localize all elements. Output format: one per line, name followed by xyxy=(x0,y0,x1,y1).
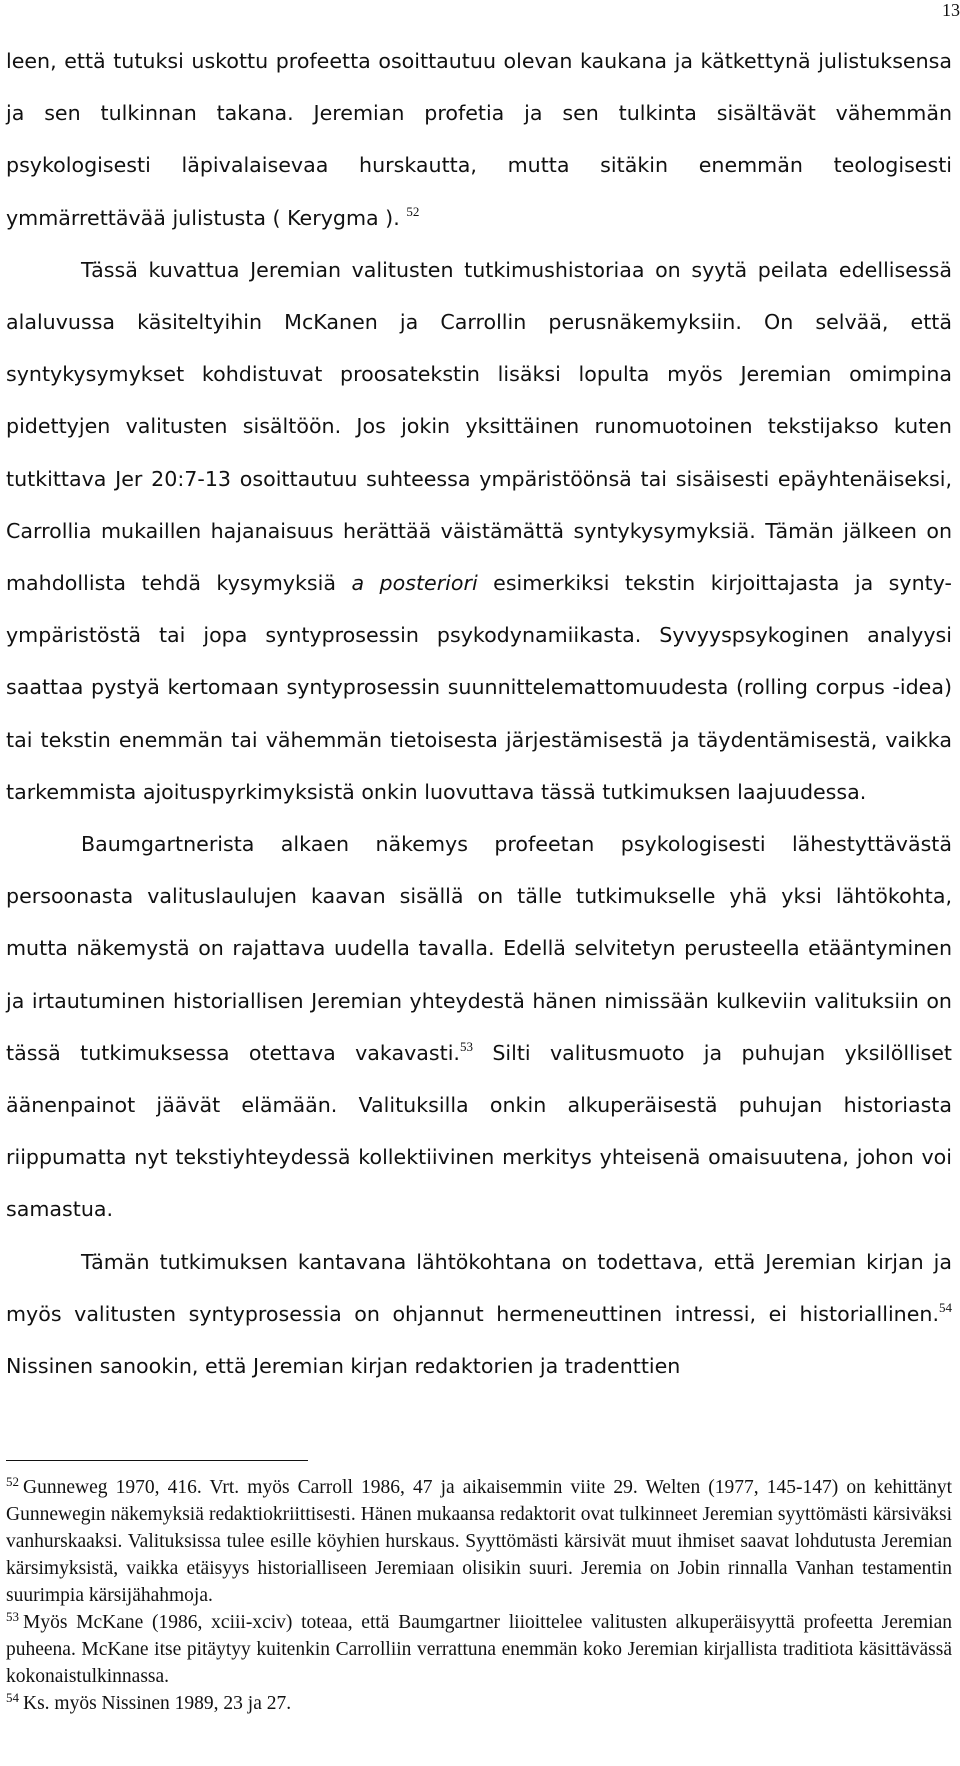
paragraph-text: Baumgartnerista alkaen näkemys profeetan psykologisesti lähestyttävästä persoonasta valituslaulujen kaavan sisällä on tälle tutkimukselle yhä yksi lähtökohta, mutta näkemystä on rajattava uudella tavalla. Edellä selvitetyn perusteella etääntyminen ja irtautuminen historiallisen Jeremian yhteydestä hänen nimissään kulkeviin valituksiin on tässä tutkimuksessa otettava vakavasti. xyxy=(6,832,952,1065)
paragraph-text: leen, että tutuksi uskottu profeetta osoittautuu olevan kaukana ja kätkettynä julistuksensa ja sen tulkinnan takana. Jeremian profetia ja sen tulkinta sisältävät vähemmän psykologisesti läpivalaisevaa hurskautta, mutta sitäkin enemmän teologisesti ymmärrettävää julistusta ( Kerygma ). xyxy=(6,49,952,230)
footnote-ref: 52 xyxy=(406,203,420,219)
paragraph-text: esimerkiksi tekstin kirjoittajasta ja synty-ympäristöstä tai jopa syntyprosessin psykodynamiikasta. Syvyyspsykoginen analyysi saattaa pystyä kertomaan syntyprosessin suunnittelemattomuudesta (rolling corpus -idea) tai tekstin enemmän tai vähemmän tietoisesta järjestämisestä ja täydentämisestä, vaikka tarkemmista ajoituspyrkimyksistä onkin luovuttava tässä tutkimuksen laajuudessa. xyxy=(6,571,952,804)
paragraph-text: Silti valitusmuoto ja puhujan yksilölliset äänenpainot jäävät elämään. Valituksilla onkin alkuperäisestä puhujan historiasta riippumatta nyt tekstiyhteydessä kollektiivinen merkitys yhteisenä omaisuutena, johon voi samastua. xyxy=(6,1040,952,1222)
paragraph xyxy=(6,818,952,1236)
footnote-number: 53 xyxy=(6,1609,19,1624)
footnote-number: 52 xyxy=(6,1474,19,1489)
paragraph-text: Tässä kuvattua Jeremian valitusten tutkimushistoriaa on syytä peilata edellisessä alaluvussa käsiteltyihin McKanen ja Carrollin perusnäkemyksiin. On selvää, että syntykysymykset kohdistuvat proosatekstin lisäksi lopulta myös Jeremian omimpina pidettyjen valitusten sisältöön. Jos jokin yksittäinen runomuotoinen tekstijakso kuten tutkittava Jer 20:7-13 osoittautuu suhteessa ympäristöönsä tai sisäisesti epäyhtenäiseksi, Carrollia mukaillen hajanaisuus herättää väistämättä syntykysymyksiä. Tämän jälkeen on mahdollista tehdä kysymyksiä xyxy=(6,257,952,596)
paragraph-text: Nissinen sanookin, että Jeremian kirjan redaktorien ja tradenttien xyxy=(6,1354,681,1379)
footnote-text: Gunneweg 1970, 416. Vrt. myös Carroll 1986, 47 ja aikaisemmin viite 29. Welten (1977, 145-147) on kehittänyt Gunnewegin näkemyksiä redaktiokriittisesti. Hänen mukaansa redaktorit ovat tulkinneet Jeremian syyttömästi kärsiväksi vanhurskaaksi. Valituksissa tulee esille köyhien hurskaus. Syyttömästi kärsivät muut ihmiset saavat lohdutusta Jeremian kärsimyksistä, vaikka etäisyys historialliseen Jeremiaan olisikin suuri. Jeremia on Jobin rinnalla Vanhan testamentin suurimpia kärsijähahmoja. xyxy=(6,1477,952,1606)
page-number: 13 xyxy=(942,0,960,20)
paragraph xyxy=(6,1236,952,1393)
paragraph xyxy=(6,35,952,244)
footnote-text: Myös McKane (1986, xciii-xciv) toteaa, että Baumgartner liioittelee valitusten alkuperäisyyttä profeetta Jeremian puheena. McKane itse pitäytyy kuitenkin Carrolliin verrattuna enemmän koko Jeremian kirjallista traditiota käsittävässä kokonaistulkinnassa. xyxy=(6,1612,952,1687)
footnote-number: 54 xyxy=(6,1690,19,1705)
footnote-text: Ks. myös Nissinen 1989, 23 ja 27. xyxy=(23,1693,292,1714)
footnote-divider xyxy=(6,1460,308,1461)
footnote-ref: 54 xyxy=(939,1299,952,1315)
emphasis-text: a posteriori xyxy=(351,571,478,596)
paragraph xyxy=(6,244,952,818)
footnote xyxy=(6,1609,952,1690)
paragraph-text: Tämän tutkimuksen kantavana lähtökohtana on todettava, että Jeremian kirjan ja myös valitusten syntyprosessia on ohjannut hermeneuttinen intressi, ei historiallinen. xyxy=(6,1249,952,1326)
footnote xyxy=(6,1690,952,1717)
body-text xyxy=(6,35,952,1392)
footnote xyxy=(6,1474,952,1609)
footnote-ref: 53 xyxy=(459,1038,473,1054)
footnotes xyxy=(6,1474,952,1717)
